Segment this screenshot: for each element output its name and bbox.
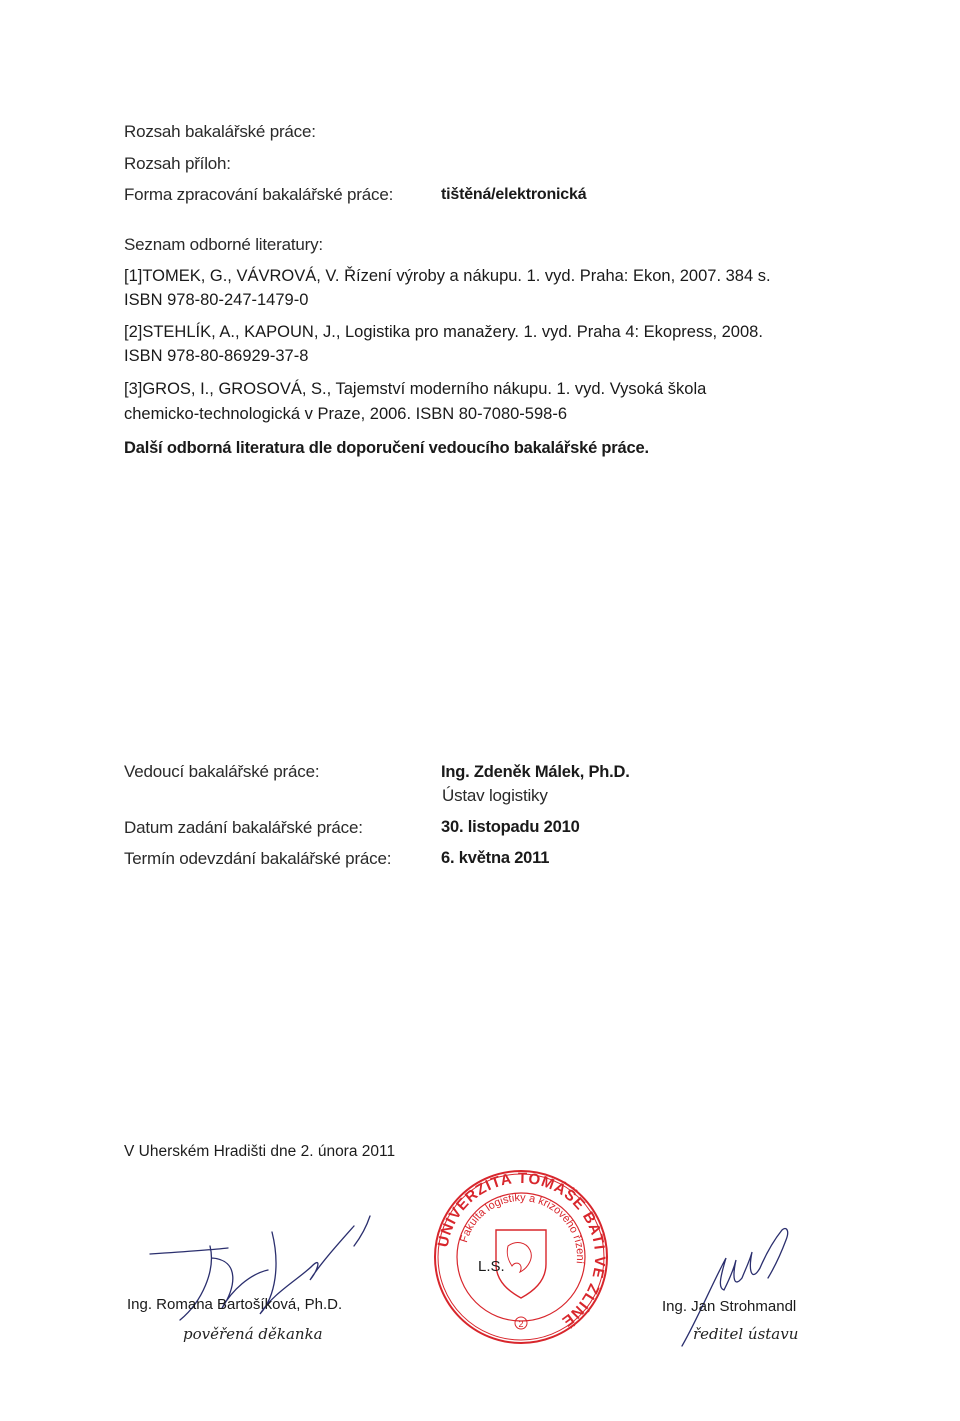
reference-3-line-1: [3]GROS, I., GROSOVÁ, S., Tajemství moderního nákupu. 1. vyd. Vysoká škola [124, 380, 707, 398]
reference-2-line-1: [2]STEHLÍK, A., KAPOUN, J., Logistika pro manažery. 1. vyd. Praha 4: Ekopress, 2008. [124, 323, 763, 341]
director-role: ředitel ústavu [693, 1325, 799, 1343]
scope-label: Rozsah bakalářské práce: [124, 122, 316, 141]
director-name: Ing. Jan Strohmandl [662, 1298, 797, 1315]
supervisor-name: Ing. Zdeněk Málek, Ph.D. [441, 763, 630, 781]
university-stamp [432, 1168, 610, 1346]
appendix-label: Rozsah příloh: [124, 154, 231, 173]
literature-note: Další odborná literatura dle doporučení vedoucího bakalářské práce. [124, 439, 649, 457]
place-and-date: V Uherském Hradišti dne 2. února 2011 [124, 1143, 396, 1160]
reference-1-line-1: [1]TOMEK, G., VÁVROVÁ, V. Řízení výroby a nákupu. 1. vyd. Praha: Ekon, 2007. 384 s. [124, 267, 771, 285]
dean-role: pověřená děkanka [183, 1325, 323, 1343]
reference-3-line-2: chemicko-technologická v Praze, 2006. ISBN 80-7080-598-6 [124, 405, 567, 423]
ls-mark: L.S. [478, 1258, 505, 1275]
form-value: tištěná/elektronická [441, 186, 587, 203]
supervisor-label: Vedoucí bakalářské práce: [124, 762, 320, 781]
reference-2-line-2: ISBN 978-80-86929-37-8 [124, 347, 309, 365]
literature-heading: Seznam odborné literatury: [124, 235, 323, 254]
stamp-number: 2 [518, 1319, 524, 1329]
stamp-inner-text: Fakulta logistiky a krizového řízení [458, 1191, 587, 1265]
due-date-label: Termín odevzdání bakalářské práce: [124, 849, 392, 868]
stamp-outer-text: UNIVERZITA TOMÁŠE BATI VE ZLÍNĚ [434, 1169, 609, 1331]
supervisor-department: Ústav logistiky [442, 786, 548, 805]
assigned-date-value: 30. listopadu 2010 [441, 818, 580, 836]
dean-name: Ing. Romana Bartošíková, Ph.D. [127, 1296, 343, 1313]
due-date-value: 6. května 2011 [441, 849, 550, 867]
assigned-date-label: Datum zadání bakalářské práce: [124, 818, 363, 837]
form-label: Forma zpracování bakalářské práce: [124, 185, 394, 204]
reference-1-line-2: ISBN 978-80-247-1479-0 [124, 291, 309, 309]
